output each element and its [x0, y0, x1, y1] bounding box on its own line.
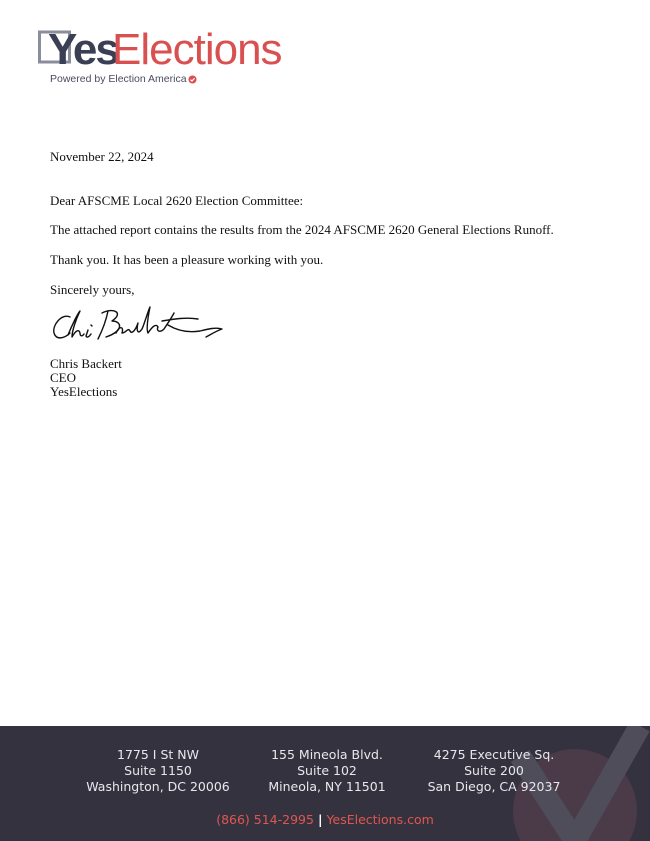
- logo-brand-elections: Elections: [112, 25, 282, 74]
- handwritten-signature: [50, 303, 225, 345]
- sender-company: YesElections: [50, 384, 118, 399]
- letter-paragraph: Thank you. It has been a pleasure working with you.: [50, 252, 324, 267]
- sender-title: CEO: [50, 370, 76, 385]
- address-line: 1775 I St NW: [117, 747, 199, 762]
- address-line: 4275 Executive Sq.: [433, 747, 555, 762]
- address-line: San Diego, CA 92037: [427, 779, 561, 794]
- address-line: Washington, DC 20006: [86, 779, 230, 794]
- footer-contact: [0, 812, 650, 827]
- company-logo: [38, 25, 282, 90]
- sender-name: Chris Backert: [50, 356, 122, 371]
- logo-brand-yes: Yes: [48, 25, 118, 74]
- address-line: Suite 102: [297, 763, 357, 778]
- office-address-ny: [232, 747, 422, 795]
- address-line: Suite 1150: [124, 763, 192, 778]
- tagline-check-icon: [188, 75, 197, 84]
- page-footer: [0, 726, 650, 841]
- signature-block: [50, 357, 122, 399]
- contact-separator: |: [317, 812, 323, 827]
- address-line: 155 Mineola Blvd.: [271, 747, 383, 762]
- office-address-dc: [63, 747, 253, 795]
- letter-date: November 22, 2024: [50, 149, 154, 164]
- phone-number: (866) 514-2995: [216, 812, 314, 827]
- address-line: Mineola, NY 11501: [268, 779, 386, 794]
- logo-tagline: Powered by Election America: [50, 73, 187, 85]
- letter-closing: Sincerely yours,: [50, 282, 135, 297]
- letter-paragraph: The attached report contains the results from the 2024 AFSCME 2620 General Elections Runoff.: [50, 222, 554, 237]
- website-link[interactable]: YesElections.com: [326, 812, 434, 827]
- address-line: Suite 200: [464, 763, 524, 778]
- letter-salutation: Dear AFSCME Local 2620 Election Committee:: [50, 193, 304, 208]
- office-address-ca: [399, 747, 589, 795]
